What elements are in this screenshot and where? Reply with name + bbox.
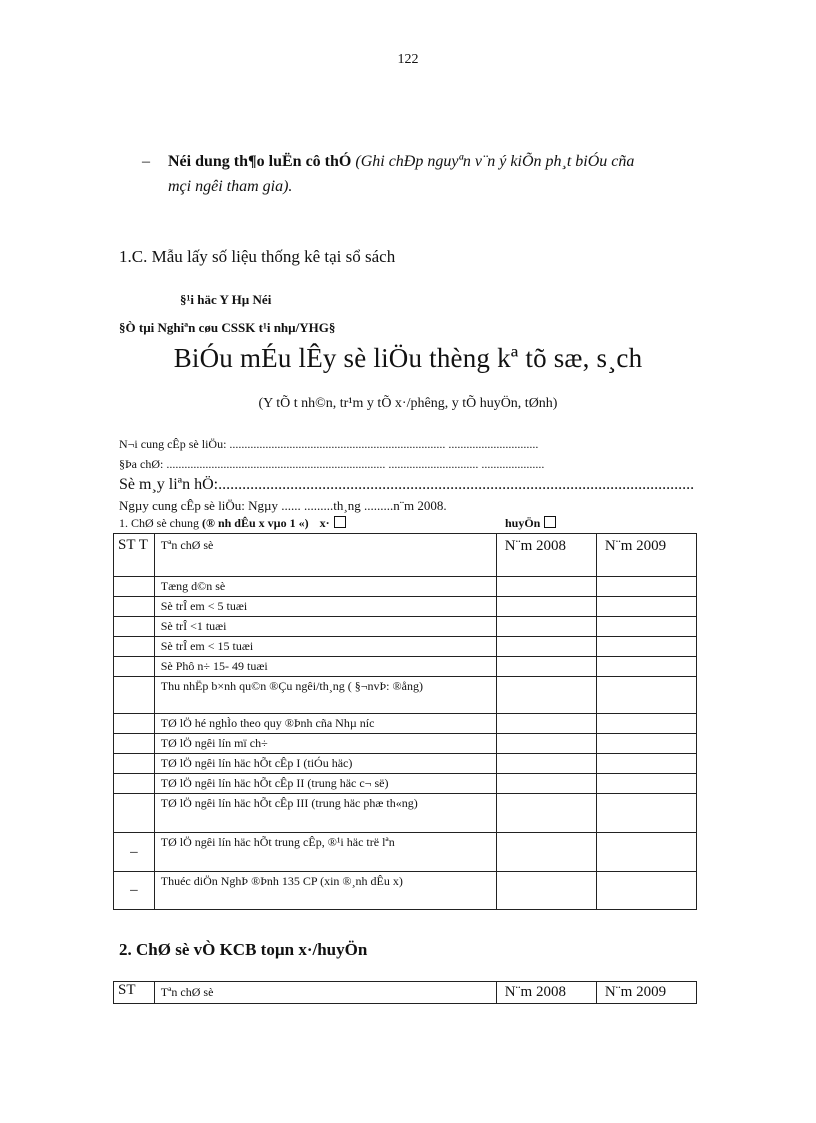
row-stt: – [114,872,155,910]
phone-field: Sè m¸y liªn hÖ:....................................................................................................................... [119,476,695,493]
row-value-2009[interactable] [596,597,696,617]
row-value-2008[interactable] [496,734,596,754]
row-indicator-name: Sè trÎ em < 15 tuæi [154,637,496,657]
row-indicator-name: TØ lÖ ngêi lín mï ch÷ [154,734,496,754]
bullet-dash: – [142,153,150,170]
row-value-2009[interactable] [596,794,696,833]
indicators-label: 1. ChØ sè chung [119,516,199,530]
form-title: BiÓu mÉu lÊy sè liÖu thèng kª tõ sæ, s¸ch [173,343,643,373]
row-value-2009[interactable] [596,657,696,677]
row-stt: – [114,833,155,872]
date-field: Ngµy cung cÊp sè liÖu: Ngµy ...... .........th¸ng .........n¨m 2008. [119,498,447,513]
row-value-2008[interactable] [496,794,596,833]
row-value-2008[interactable] [496,637,596,657]
row-value-2009[interactable] [596,754,696,774]
row-indicator-name: TØ lÖ ngêi lín häc hÕt cÊp II (trung häc c¬ së) [154,774,496,794]
row-stt [114,774,155,794]
row-value-2008[interactable] [496,657,596,677]
row-indicator-name: Thu nhËp b×nh qu©n ®Çu ngêi/th¸ng ( §¬nvÞ: ®ång) [154,677,496,714]
row-value-2008[interactable] [496,617,596,637]
indicators-instruction: (® nh dÊu x vµo 1 «) [202,516,309,530]
indicators-line [119,516,346,531]
table-row [114,794,697,833]
header-2009: N¨m 2009 [596,982,696,1004]
row-indicator-name: Thuéc diÖn NghÞ ®Þnh 135 CP (xin ®¸nh dÊu x) [154,872,496,910]
row-indicator-name: Tæng d©n sè [154,577,496,597]
row-value-2009[interactable] [596,774,696,794]
row-value-2009[interactable] [596,714,696,734]
row-value-2008[interactable] [496,577,596,597]
page-number: 122 [397,52,419,67]
table-row [114,577,697,597]
row-stt [114,677,155,714]
university-name: §¹i häc Y Hµ Néi [180,292,272,307]
row-indicator-name: TØ lÖ ngêi lín häc hÕt cÊp III (trung häc phæ th«ng) [154,794,496,833]
row-indicator-name: TØ lÖ ngêi lín häc hÕt cÊp I (tiÓu häc) [154,754,496,774]
district-checkbox[interactable] [544,516,556,528]
table-row [114,734,697,754]
header-2008: N¨m 2008 [496,534,596,577]
section-1c-heading: 1.C. Mẫu lấy số liệu thống kê tại sổ sách [119,247,396,266]
table-row [114,714,697,734]
table-row [114,597,697,617]
project-name: §Ò tµi Nghiªn cøu CSSK t¹i nhµ/YHG§ [119,320,336,335]
header-2008: N¨m 2008 [496,982,596,1004]
row-value-2009[interactable] [596,833,696,872]
row-stt [114,657,155,677]
section-2-heading: 2. ChØ sè vÒ KCB toµn x·/huyÖn [119,940,368,959]
row-indicator-name: TØ lÖ hé nghÌo theo quy ®Þnh cña Nhµ níc [154,714,496,734]
table-row [114,774,697,794]
row-value-2008[interactable] [496,597,596,617]
row-stt [114,617,155,637]
row-value-2008[interactable] [496,833,596,872]
header-name: Tªn chØ sè [154,982,496,1004]
row-stt [114,754,155,774]
district-option [505,516,556,531]
bullet-italic-text: (Ghi chÐp nguyªn v¨n ý kiÕn ph¸t biÓu cña [355,153,635,170]
table-row [114,657,697,677]
row-stt [114,597,155,617]
row-value-2009[interactable] [596,577,696,597]
row-stt [114,637,155,657]
address-field: §Þa chØ: ......................................................................... .............................. ..................... [119,457,545,471]
row-value-2009[interactable] [596,677,696,714]
row-indicator-name: Sè trÎ em < 5 tuæi [154,597,496,617]
row-value-2009[interactable] [596,637,696,657]
table-row [114,617,697,637]
provider-field: N¬i cung cÊp sè liÖu: ........................................................................ .............................. [119,437,539,451]
commune-label: x· [319,516,330,530]
table-row [114,677,697,714]
table-row [114,754,697,774]
commune-checkbox[interactable] [334,516,346,528]
form-subtitle: (Y tÕ t nh©n, tr¹m y tÕ x·/phêng, y tÕ huyÖn, tØnh) [258,396,558,411]
header-name: Tªn chØ sè [154,534,496,577]
table-header-row [114,534,697,577]
bullet-bold-text: Néi dung th¶o luËn cô thÓ [168,153,352,170]
header-stt: ST T [114,534,155,577]
bullet-line [142,153,634,171]
table-row [114,637,697,657]
row-indicator-name: Sè trÎ <1 tuæi [154,617,496,637]
row-value-2008[interactable] [496,872,596,910]
row-stt [114,794,155,833]
header-2009: N¨m 2009 [596,534,696,577]
row-value-2009[interactable] [596,617,696,637]
row-value-2008[interactable] [496,774,596,794]
table-header-row [114,982,697,1004]
row-stt [114,577,155,597]
row-stt [114,714,155,734]
header-stt: ST [114,982,155,1004]
district-label: huyÖn [505,516,541,530]
bullet-line-2: mçi ngêi tham gia). [168,178,293,195]
row-value-2009[interactable] [596,734,696,754]
table-row [114,872,697,910]
row-value-2008[interactable] [496,754,596,774]
row-stt [114,734,155,754]
indicators-table [113,533,697,910]
row-value-2008[interactable] [496,677,596,714]
kcb-table [113,981,697,1004]
row-indicator-name: TØ lÖ ngêi lín häc hÕt trung cÊp, ®¹i häc trë lªn [154,833,496,872]
row-value-2008[interactable] [496,714,596,734]
table-row [114,833,697,872]
row-value-2009[interactable] [596,872,696,910]
row-indicator-name: Sè Phô n÷ 15- 49 tuæi [154,657,496,677]
